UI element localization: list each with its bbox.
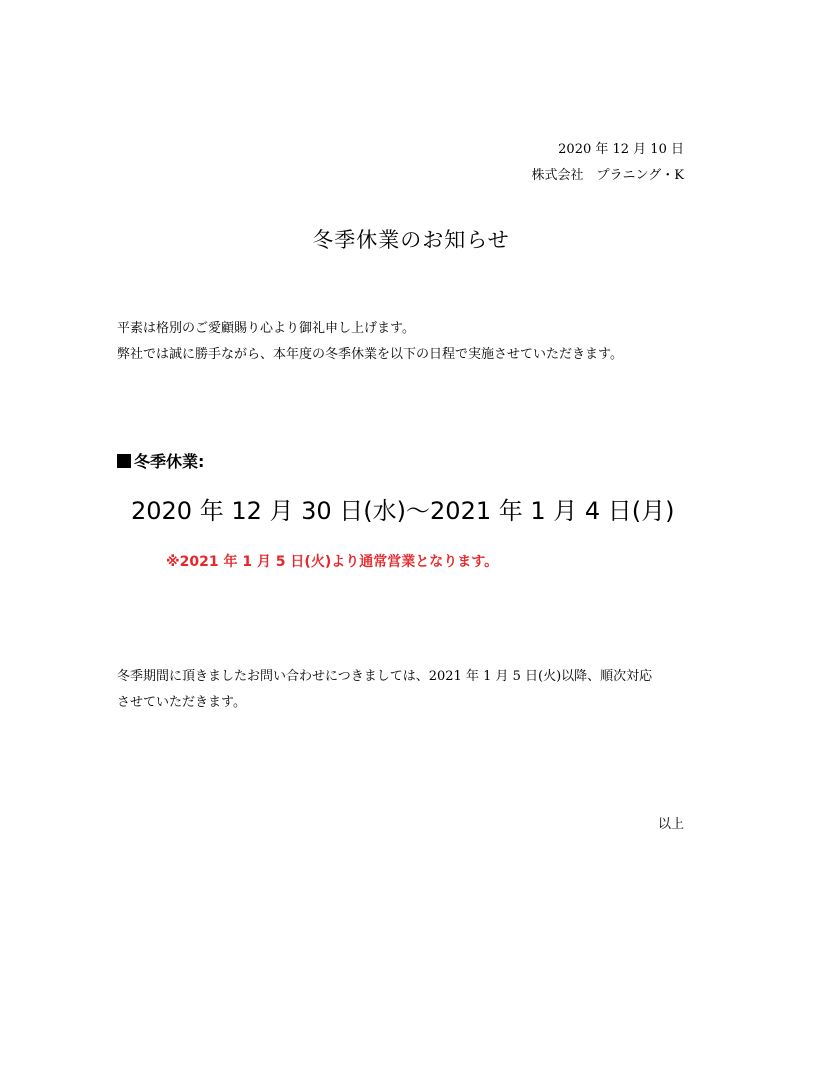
holiday-period: 2020 年 12 月 30 日(水)～2021 年 1 月 4 日(月) [131,497,675,525]
inquiry-line-2: させていただきます。 [117,695,246,710]
intro-line-1: 平素は格別のご愛顧賜り心より御礼申し上げます。 [117,321,415,336]
company-name: 株式会社 プラニング・K [531,168,684,183]
intro-paragraph [117,316,623,368]
holiday-heading-label: 冬季休業: [134,452,205,471]
black-square-icon [117,454,131,468]
document-date: 2020 年 12 月 10 日 [558,142,684,157]
resume-notice: ※2021 年 1 月 5 日(火)より通常営業となります。 [166,554,499,570]
inquiry-paragraph [117,664,652,716]
document-title: 冬季休業のお知らせ [312,228,510,252]
holiday-heading [117,450,204,474]
inquiry-line-1: 冬季期間に頂きましたお問い合わせにつきましては、2021 年 1 月 5 日(火)以降、順次対応 [117,669,653,684]
closing-remark: 以上 [657,817,684,832]
intro-line-2: 弊社では誠に勝手ながら、本年度の冬季休業を以下の日程で実施させていただきます。 [117,347,623,362]
